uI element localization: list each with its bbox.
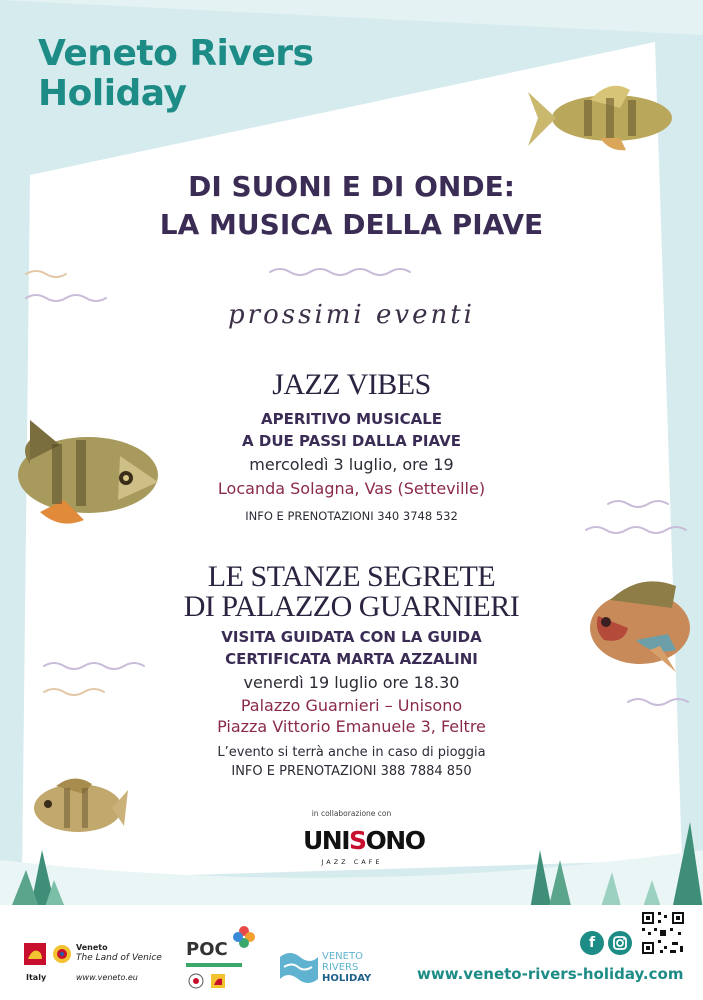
headline-line: DI SUONI E DI ONDE:	[188, 170, 515, 203]
headline-line: LA MUSICA DELLA PIAVE	[159, 208, 544, 241]
subtitle: prossimi eventi	[228, 300, 475, 330]
event-place: Palazzo Guarnieri – Unisono	[240, 696, 463, 715]
instagram-glyph	[608, 931, 632, 955]
unisono-wordmark: UNISONO	[303, 826, 425, 855]
collaboration-label: in collaborazione con	[311, 809, 392, 818]
veneto-tagline: The Land of Venice	[76, 953, 162, 963]
event-subtitle: VISITA GUIDATA CON LA GUIDA	[221, 628, 482, 646]
poc-underline	[186, 963, 242, 967]
vrh-wave-icon	[278, 949, 318, 987]
event-subtitle: APERITIVO MUSICALE	[260, 410, 443, 428]
veneto-logo	[22, 941, 162, 991]
event-title: LE STANZE SEGRETE	[207, 560, 496, 593]
headline	[0, 168, 703, 244]
instagram-icon[interactable]	[608, 931, 632, 955]
event-subtitle: CERTIFICATA MARTA AZZALINI	[225, 650, 478, 668]
poc-flower-icon	[232, 925, 256, 949]
veneto-name: Veneto	[76, 943, 108, 952]
website-link[interactable]: www.veneto-rivers-holiday.com	[417, 965, 684, 983]
event-card	[0, 370, 703, 525]
brand-title	[38, 34, 313, 114]
qr-code-icon[interactable]	[640, 910, 686, 956]
poc-wordmark: POC	[186, 939, 228, 960]
vrh-line: HOLIDAY	[322, 973, 372, 984]
event-date: venerdì 19 luglio ore 18.30	[243, 673, 460, 692]
vrh-line: RIVERS	[322, 962, 359, 973]
event-place: Locanda Solagna, Vas (Setteville)	[217, 479, 486, 498]
event-place: Piazza Vittorio Emanuele 3, Feltre	[217, 717, 486, 736]
event-title: JAZZ VIBES	[272, 368, 431, 401]
facebook-icon[interactable]: f	[580, 931, 604, 955]
unisono-tagline: JAZZ CAFE	[321, 858, 383, 866]
event-card	[0, 562, 703, 781]
footer	[0, 905, 703, 1000]
veneto-italy: Italy	[26, 973, 47, 982]
brand-title-line: Veneto Rivers	[38, 33, 314, 74]
event-info: INFO E PRENOTAZIONI 388 7884 850	[231, 764, 472, 779]
veneto-url: www.veneto.eu	[76, 973, 138, 982]
event-title: DI PALAZZO GUARNIERI	[183, 590, 520, 623]
region-emblem-icon	[210, 973, 226, 989]
event-date: mercoledì 3 luglio, ore 19	[249, 455, 454, 474]
vrh-line: VENETO	[322, 951, 363, 962]
vrh-logo	[278, 949, 398, 991]
event-subtitle: A DUE PASSI DALLA PIAVE	[242, 432, 461, 450]
poc-logo	[184, 923, 264, 993]
event-info: INFO E PRENOTAZIONI 340 3748 532	[245, 509, 458, 523]
lion-icon	[24, 943, 46, 965]
veneto-star-icon	[52, 944, 72, 964]
event-info: L’evento si terrà anche in caso di pioggia	[217, 745, 486, 760]
unisono-logo	[303, 824, 425, 872]
emblem-icon	[188, 973, 204, 989]
brand-title-line: Holiday	[38, 73, 187, 114]
